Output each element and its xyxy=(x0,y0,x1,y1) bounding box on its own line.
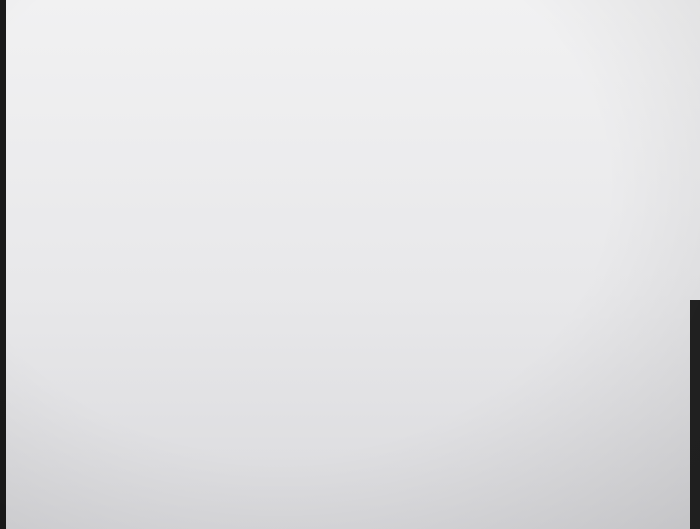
monitor-edge-right xyxy=(690,300,700,529)
monitor-edge-left xyxy=(0,0,6,529)
